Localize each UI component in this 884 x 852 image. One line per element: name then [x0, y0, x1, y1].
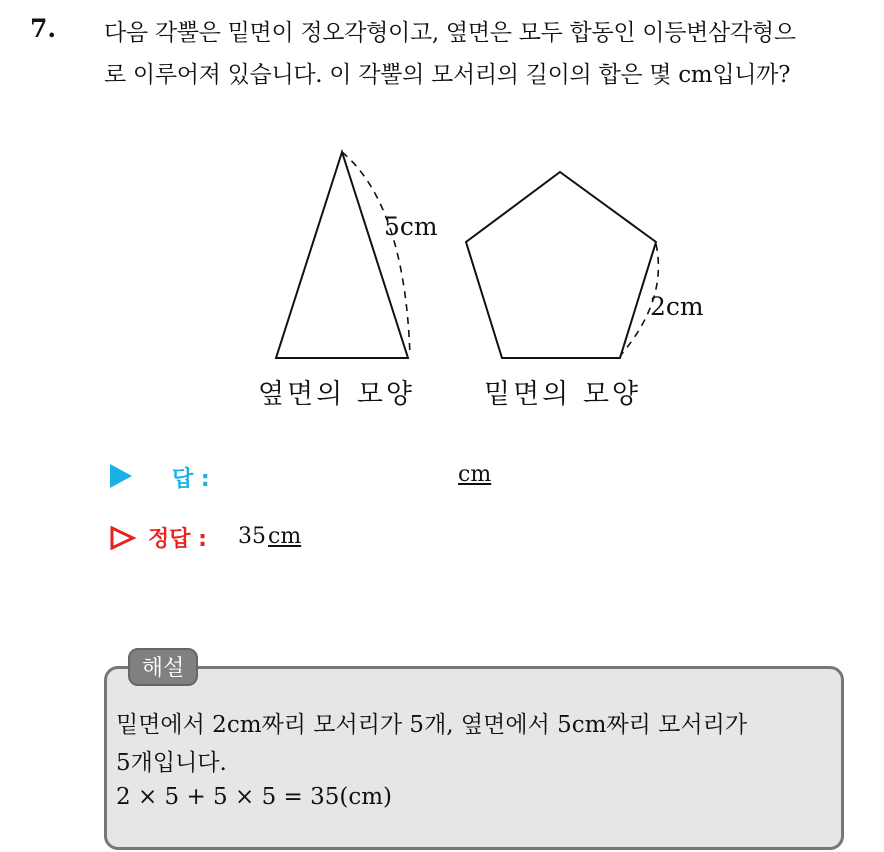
answer-label: 답 :: [172, 467, 210, 492]
side-face-caption: 옆면의 모양: [258, 379, 415, 410]
side-edge-length-label: 5cm: [384, 212, 438, 241]
outline-arrow-icon: [110, 526, 136, 550]
explanation-line2: 5개입니다.: [116, 750, 227, 776]
question-text-line2: 로 이루어져 있습니다. 이 각뿔의 모서리의 길이의 합은 몇 cm입니까?: [104, 62, 791, 88]
explanation-tag: 해설: [128, 648, 198, 686]
answer-input-unit[interactable]: cm: [458, 462, 492, 487]
base-pentagon-shape: [466, 172, 658, 358]
side-triangle-shape: [276, 152, 410, 358]
solution-unit: cm: [268, 524, 302, 549]
play-arrow-icon: [110, 464, 132, 488]
explanation-formula: 2 × 5 + 5 × 5 = 35(cm): [116, 784, 393, 810]
base-edge-length-label: 2cm: [650, 292, 704, 321]
solution-value: 35: [238, 524, 266, 549]
solution-label: 정답 :: [148, 527, 207, 552]
base-face-caption: 밑면의 모양: [484, 379, 641, 410]
explanation-line1: 밑면에서 2cm짜리 모서리가 5개, 옆면에서 5cm짜리 모서리가: [116, 712, 748, 738]
solution-answer: [238, 524, 301, 549]
question-number: 7.: [30, 14, 57, 43]
question-text-line1: 다음 각뿔은 밑면이 정오각형이고, 옆면은 모두 합동인 이등변삼각형으: [104, 20, 796, 46]
